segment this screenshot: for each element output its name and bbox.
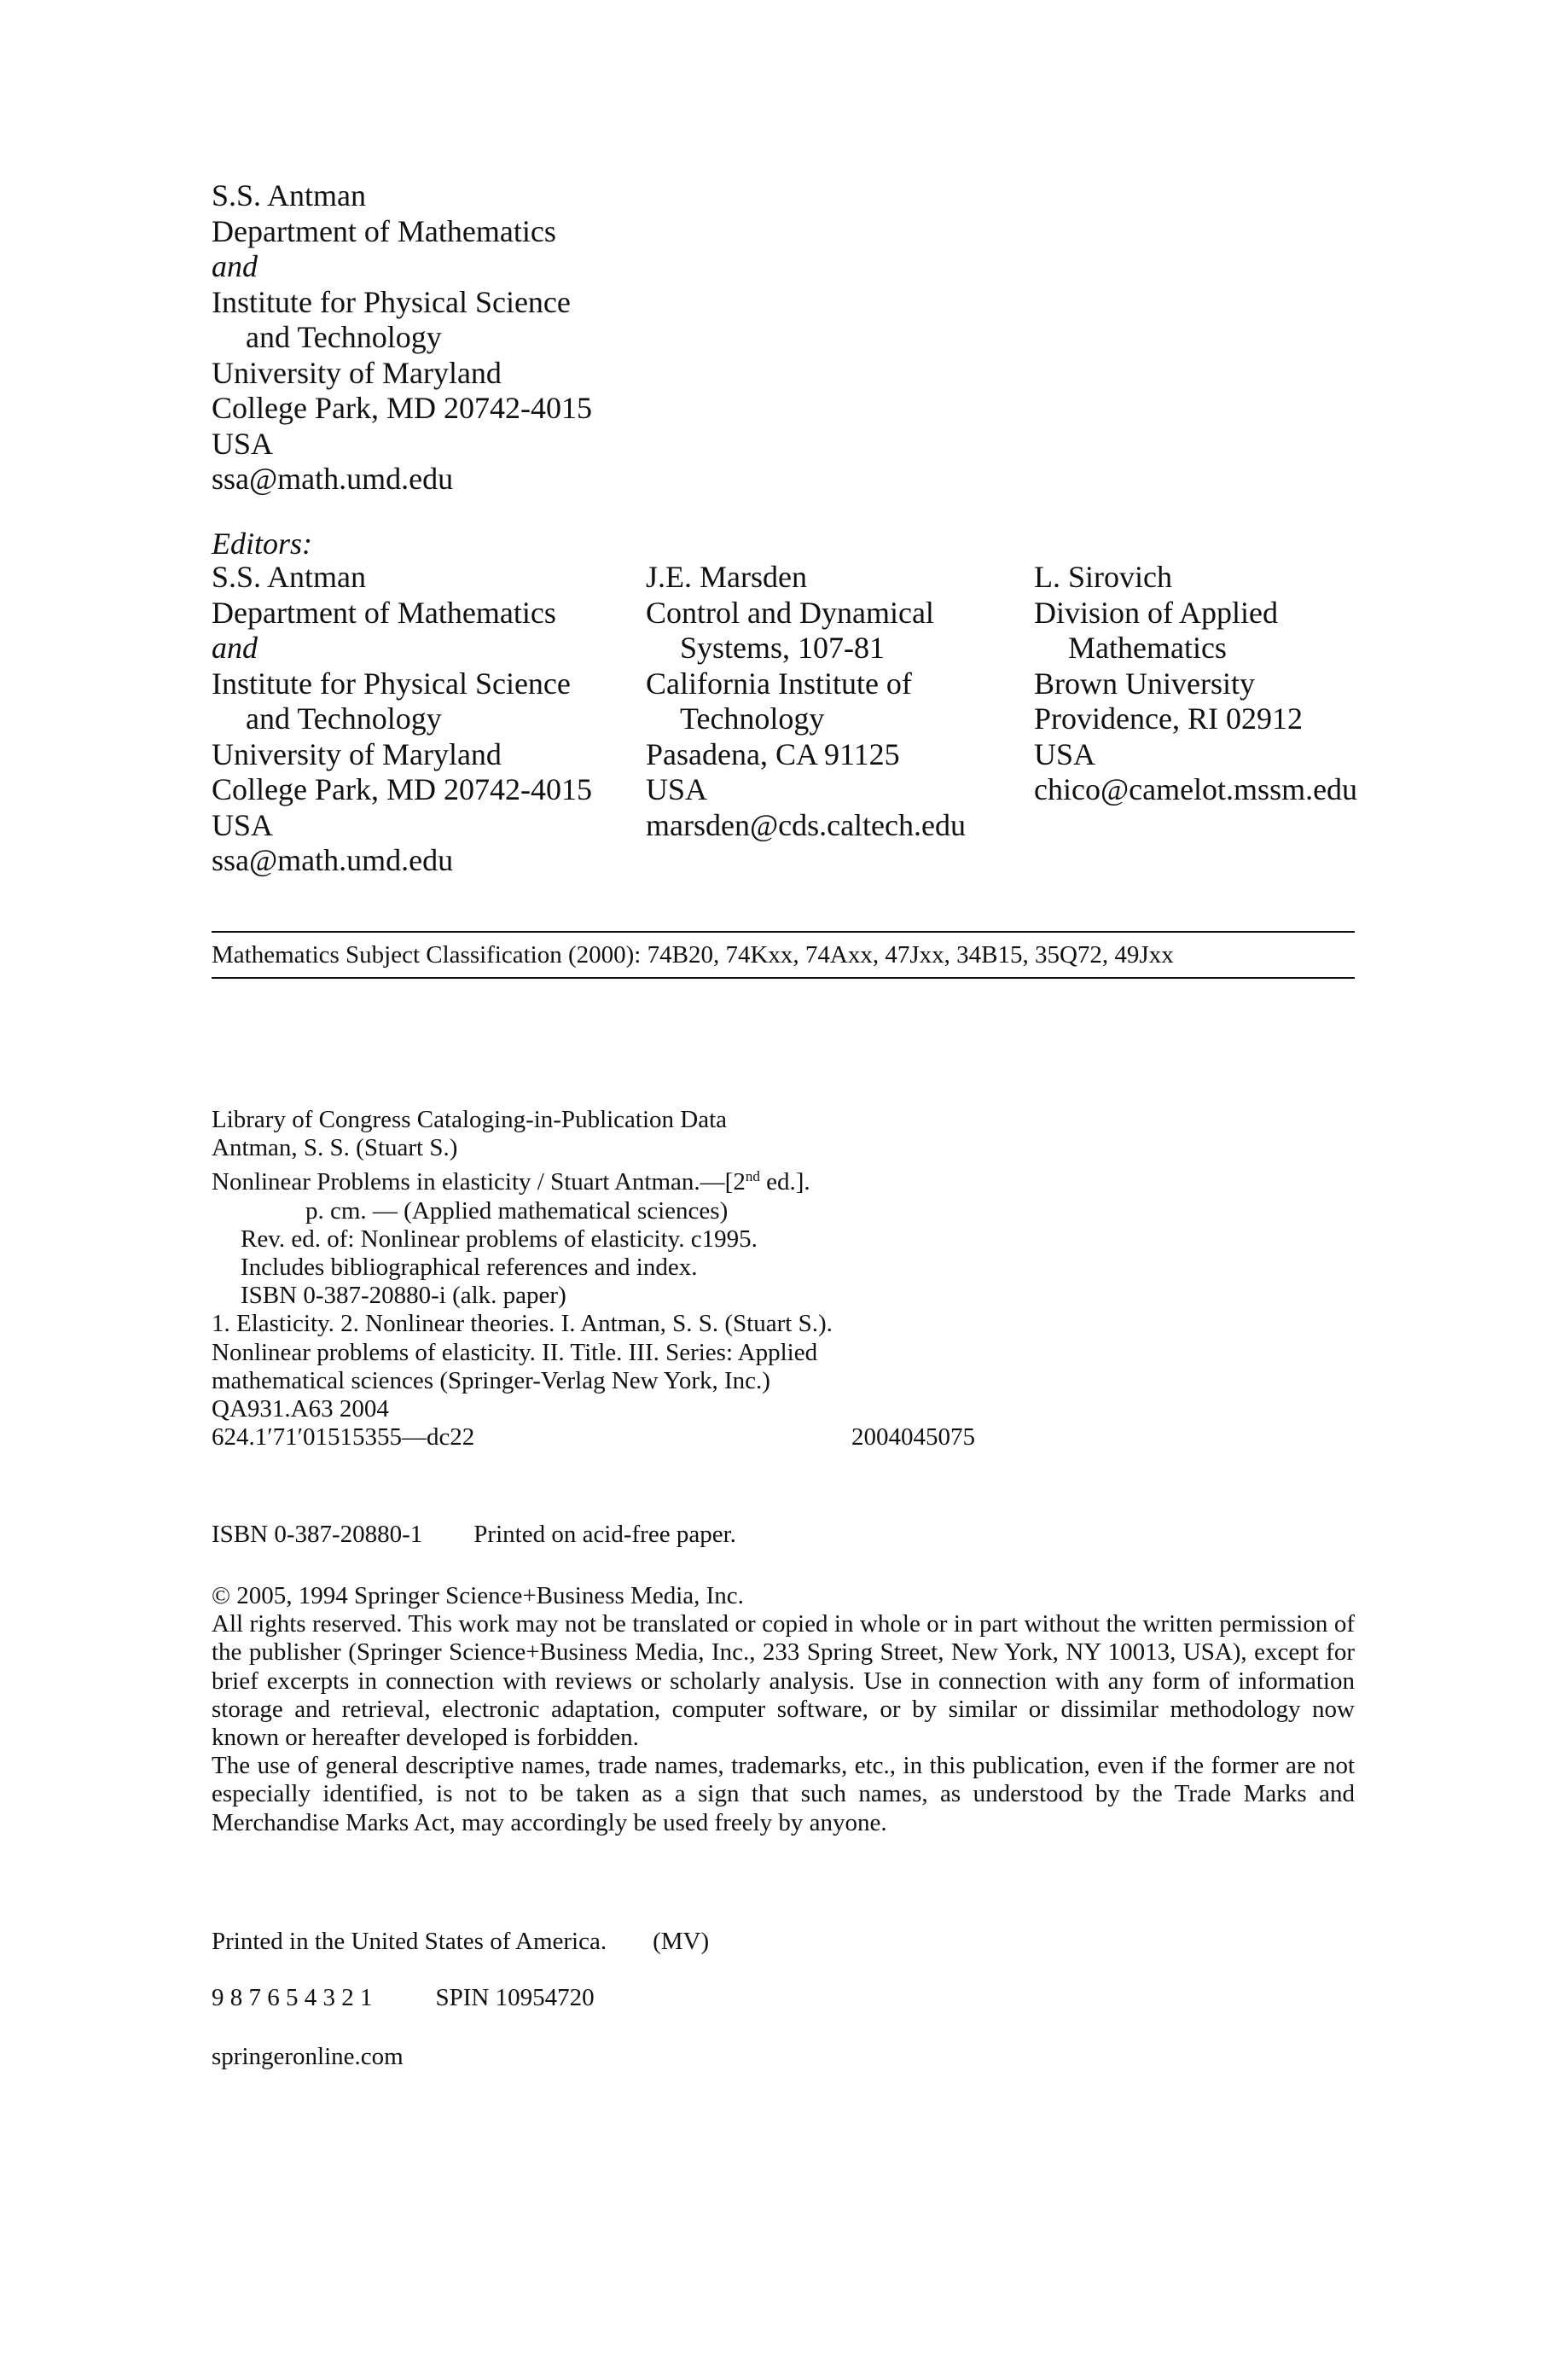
editor-antman-and: and (212, 631, 258, 665)
cip-subjects-3: mathematical sciences (Springer-Verlag New York, Inc.) (212, 1366, 770, 1394)
editor-marsden-dept: Control and Dynamical (646, 595, 934, 630)
editor-antman-university: University of Maryland (212, 736, 502, 771)
printer-code: (MV) (653, 1928, 710, 1955)
editor-antman-institute: Institute for Physical Science (212, 666, 571, 701)
editor-antman-address (212, 560, 592, 879)
editor-sirovich-address (1034, 560, 1357, 808)
editor-sirovich-university: Brown University (1034, 666, 1255, 701)
printed-in-line (212, 1928, 709, 1956)
editor-antman-email: ssa@math.umd.edu (212, 843, 454, 877)
cip-lccn: 2004045075 (851, 1423, 975, 1452)
rights-notice (212, 1582, 1355, 1837)
copyright-notice: © 2005, 1994 Springer Science+Business Media, Inc. (212, 1582, 744, 1609)
author-address (212, 178, 592, 497)
editor-sirovich-email: chico@camelot.mssm.edu (1034, 772, 1358, 806)
author-name: S.S. Antman (212, 178, 367, 212)
author-dept: Department of Mathematics (212, 213, 556, 248)
author-institute: Institute for Physical Science (212, 284, 571, 319)
cip-isbn: ISBN 0-387-20880-i (alk. paper) (241, 1282, 566, 1310)
all-rights-reserved: All rights reserved. This work may not be translated or copied in whole or in part without the written permission of the publisher (Springer Science+Business Media, Inc., 233 Spring Street, New York, NY 10013, USA), except for brief excerpts in connection with reviews or scholarly analysis. Use in connection with any form of information storage and retrieval, electronic adaptation, computer software, or by similar or dissimilar methodology now known or hereafter developed is forbidden. (212, 1610, 1355, 1752)
cip-subjects-1: 1. Elasticity. 2. Nonlinear theories. I. Antman, S. S. (Stuart S.). (212, 1310, 833, 1338)
editor-antman-country: USA (212, 807, 274, 842)
editor-antman-dept: Department of Mathematics (212, 595, 556, 630)
editor-marsden-dept-cont: Systems, 107-81 (680, 631, 886, 665)
editors-heading: Editors: (212, 527, 313, 561)
editor-sirovich-country: USA (1034, 736, 1096, 771)
editor-antman-institute-cont: and Technology (246, 701, 442, 736)
author-and: and (212, 249, 258, 283)
editor-marsden-city: Pasadena, CA 91125 (646, 736, 900, 771)
trademark-notice: The use of general descriptive names, trade names, trademarks, etc., in this publication, even if the former are not especially identified, is not to be taken as a sign that such names, as understood by the Trade Marks and Merchandise Marks Act, may accordingly be used freely by anyone. (212, 1752, 1355, 1836)
cip-includes: Includes bibliographical references and index. (241, 1254, 698, 1282)
divider-bottom (212, 977, 1355, 979)
editor-marsden-institute-cont: Technology (680, 701, 825, 736)
author-country: USA (212, 426, 274, 461)
cip-title-end: ed.]. (759, 1168, 810, 1196)
cip-title (212, 1162, 833, 1196)
author-institute-cont: and Technology (246, 320, 442, 354)
editor-marsden-name: J.E. Marsden (646, 560, 807, 594)
acid-free-note: Printed on acid-free paper. (473, 1521, 736, 1548)
isbn-line (212, 1521, 736, 1549)
cip-title-main: Nonlinear Problems in elasticity / Stuart Antman.—[2 (212, 1168, 746, 1196)
cip-heading: Library of Congress Cataloging-in-Publication Data (212, 1106, 728, 1133)
divider-top (212, 931, 1355, 933)
editor-sirovich-dept: Division of Applied (1034, 595, 1278, 630)
cip-title-sup: nd (745, 1168, 760, 1185)
publisher-website: springeronline.com (212, 2043, 404, 2070)
subject-classification: Mathematics Subject Classification (2000): 74B20, 74Kxx, 74Axx, 47Jxx, 34B15, 35Q72, 49Jxx (212, 941, 1174, 969)
cip-rev: Rev. ed. of: Nonlinear problems of elasticity. c1995. (241, 1225, 758, 1253)
editor-marsden-address (646, 560, 966, 843)
editor-sirovich-name: L. Sirovich (1034, 560, 1172, 594)
editor-antman-name: S.S. Antman (212, 560, 367, 594)
editor-antman-city: College Park, MD 20742-4015 (212, 772, 592, 806)
cip-dewey: 624.1′71′01515355—dc22 (212, 1423, 475, 1452)
cip-author: Antman, S. S. (Stuart S.) (212, 1134, 458, 1162)
author-email: ssa@math.umd.edu (212, 462, 454, 496)
editor-sirovich-city: Providence, RI 02912 (1034, 701, 1303, 736)
cip-data (212, 1106, 975, 1452)
cip-dewey-row (212, 1423, 975, 1452)
editor-sirovich-dept-cont: Mathematics (1068, 631, 1227, 665)
print-numbers: 9 8 7 6 5 4 3 2 1 (212, 1984, 373, 2011)
spin-number: SPIN 10954720 (435, 1984, 595, 2011)
author-city: College Park, MD 20742-4015 (212, 391, 592, 425)
editor-marsden-institute: California Institute of (646, 666, 912, 701)
cip-callnumber: QA931.A63 2004 (212, 1395, 389, 1423)
cip-subjects-2: Nonlinear problems of elasticity. II. Title. III. Series: Applied (212, 1338, 818, 1366)
cip-pages: p. cm. — (Applied mathematical sciences) (305, 1196, 729, 1225)
editor-marsden-email: marsden@cds.caltech.edu (646, 807, 966, 842)
printed-country: Printed in the United States of America. (212, 1928, 607, 1955)
editor-marsden-country: USA (646, 772, 708, 806)
author-university: University of Maryland (212, 355, 502, 390)
print-number-line (212, 1984, 595, 2012)
isbn-number: ISBN 0-387-20880-1 (212, 1521, 423, 1548)
